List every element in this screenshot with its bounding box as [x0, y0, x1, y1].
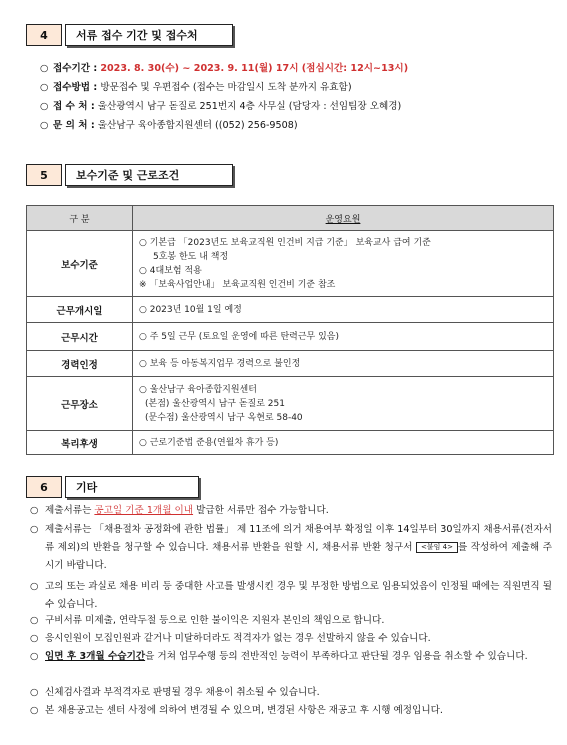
note-3: ○ 고의 또는 과실로 채용 비리 등 중대한 사고를 발생시킨 경우 및 부정한 방법으로 임용되었음이 인정될 때에는 직원면직 될 수 있습니다.: [30, 581, 552, 610]
header-category: 구 분: [27, 206, 133, 231]
note-1: ○ 제출서류는 공고일 기준 1개월 이내 발급한 서류만 접수 가능합니다.: [30, 505, 329, 516]
table-row: [27, 231, 554, 297]
section-number: 6: [26, 476, 62, 498]
row-value: ○ 기본급 「2023년도 보육교직원 인건비 지급 기준」 보육교사 급여 기준 5호봉 한도 내 책정 ○ 4대보험 적용 ※ 「보육사업안내」 보육교직원 인건비 기준 참조: [133, 231, 554, 297]
section-6-header: [26, 476, 199, 498]
row-value: ○ 근로기준법 준용(연월차 휴가 등): [133, 431, 554, 455]
table-row: [27, 297, 554, 323]
row-key: 복리후생: [27, 431, 133, 455]
section-title: 기타: [65, 476, 199, 498]
note-4: ○ 구비서류 미제출, 연락두절 등으로 인한 불이익은 지원자 본인의 책임으로 합니다.: [30, 615, 385, 626]
table-row: [27, 431, 554, 455]
section-4-header: [26, 24, 233, 46]
row-value: ○ 울산남구 육아종합지원센터 (본점) 울산광역시 남구 돋질로 251 (문수점) 울산광역시 남구 옥현로 58-40: [133, 377, 554, 431]
note-2: ○ 제출서류는 「채용절차 공정화에 관한 법률」 제 11조에 의거 채용여부 확정일 이후 14일부터 30일까지 채용서류(전자서류 제외)의 반환을 청구할 수 있습니다. 채용서류 반환을 원할 시, 채용서류 반환 청구서 <붙임 4> 를 작성하여 제출해 주시기 바랍니다.: [30, 524, 552, 571]
attachment-badge: <붙임 4>: [416, 542, 458, 553]
note-7: ○ 신체검사결과 부적격자로 판명될 경우 채용이 취소될 수 있습니다.: [30, 687, 320, 698]
row-key: 근무장소: [27, 377, 133, 431]
table-header-row: [27, 206, 554, 231]
row-key: 보수기준: [27, 231, 133, 297]
table-row: [27, 351, 554, 377]
note-6: ○ 임면 후 3개월 수습기간을 거쳐 업무수행 등의 전반적인 능력이 부족하다고 판단될 경우 임용을 취소할 수 있습니다.: [30, 651, 528, 662]
row-value: ○ 주 5일 근무 (토요일 운영에 따른 탄력근무 있음): [133, 323, 554, 351]
section-5-header: [26, 164, 233, 186]
row-key: 근무개시일: [27, 297, 133, 323]
section-number: 4: [26, 24, 62, 46]
row-key: 근무시간: [27, 323, 133, 351]
info-line-place: ○ 접 수 처 : 울산광역시 남구 돋질로 251번지 4층 사무실 (담당자 : 선임팀장 오혜경): [40, 101, 402, 112]
conditions-table: [26, 205, 554, 455]
row-value: ○ 보육 등 아동복지업무 경력으로 불인정: [133, 351, 554, 377]
info-line-period: ○ 접수기간 : 2023. 8. 30(수) ~ 2023. 9. 11(월) 17시 (점심시간: 12시~13시): [40, 63, 409, 74]
info-line-contact: ○ 문 의 처 : 울산남구 육아종합지원센터 ((052) 256-9508): [40, 120, 298, 131]
table-row: [27, 377, 554, 431]
table-row: [27, 323, 554, 351]
section-title: 보수기준 및 근로조건: [65, 164, 233, 186]
info-line-method: ○ 접수방법 : 방문접수 및 우편접수 (접수는 마감일시 도착 분까지 유효함): [40, 82, 352, 93]
header-staff: 운영요원: [133, 206, 554, 231]
note-8: ○ 본 채용공고는 센터 사정에 의하여 변경될 수 있으며, 변경된 사항은 재공고 후 시행 예정입니다.: [30, 705, 443, 716]
row-value: ○ 2023년 10월 1일 예정: [133, 297, 554, 323]
section-number: 5: [26, 164, 62, 186]
note-5: ○ 응시인원이 모집인원과 같거나 미달하더라도 적격자가 없는 경우 선발하지 않을 수 있습니다.: [30, 633, 431, 644]
section-title: 서류 접수 기간 및 접수처: [65, 24, 233, 46]
row-key: 경력인정: [27, 351, 133, 377]
